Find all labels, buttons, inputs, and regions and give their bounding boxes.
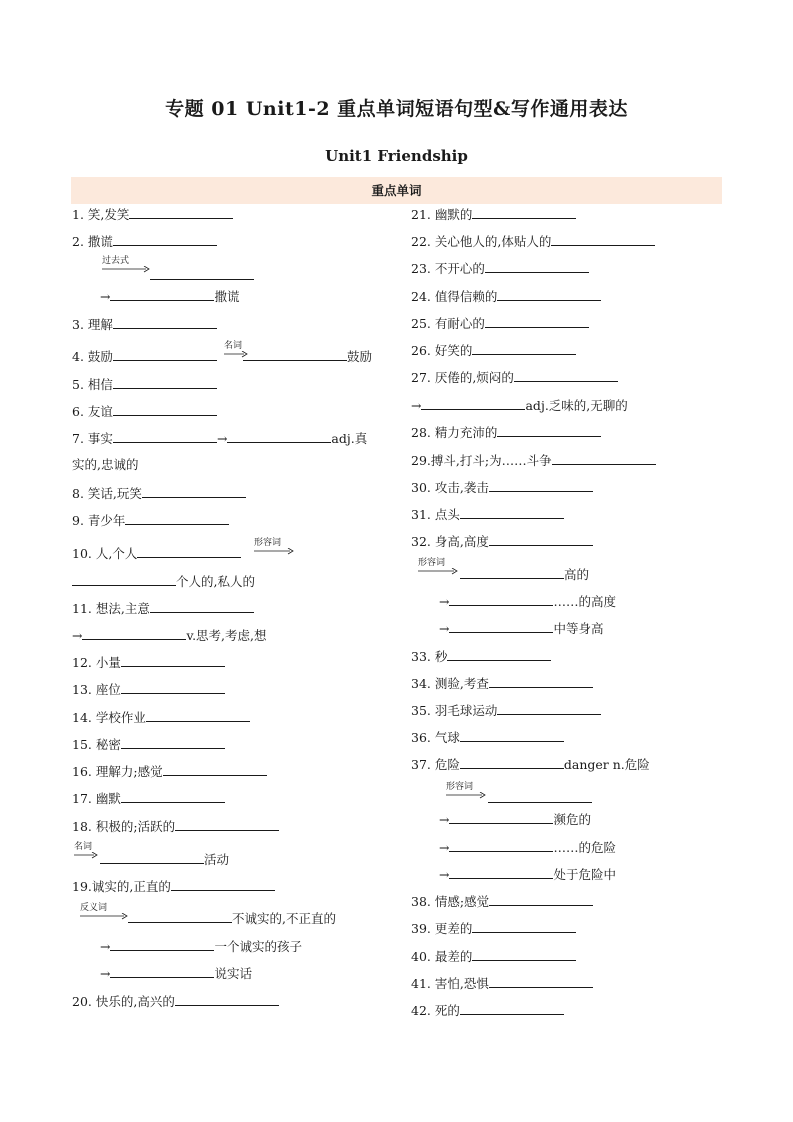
right-item-27-arrow: → adj.乏味的,无聊的 (411, 398, 628, 413)
left-item-12: 12. 小量 (72, 653, 225, 671)
left-item-18: 18. 积极的;活跃的 (72, 817, 279, 835)
answer-blank[interactable] (82, 626, 186, 640)
right-item-37-arrow-3: → 处于危险中 (439, 867, 616, 882)
answer-blank[interactable] (175, 992, 279, 1006)
answer-blank[interactable] (100, 850, 204, 864)
answer-blank[interactable] (460, 728, 564, 742)
right-item-27: 27. 厌倦的,烦闷的 (411, 368, 618, 386)
right-item-33: 33. 秒 (411, 647, 551, 665)
answer-blank[interactable] (485, 314, 589, 328)
left-item-2-arrow: → 撒谎 (100, 289, 240, 304)
answer-blank[interactable] (514, 368, 618, 382)
left-item-17: 17. 幽默 (72, 789, 225, 807)
answer-blank[interactable] (489, 974, 593, 988)
right-item-31: 31. 点头 (411, 505, 564, 523)
answer-blank[interactable] (113, 429, 217, 443)
answer-blank[interactable] (113, 375, 217, 389)
left-item-6: 6. 友谊 (72, 402, 217, 420)
left-item-11-arrow: → v.思考,考虑,想 (72, 628, 267, 643)
tag-noun: 名词 (74, 842, 98, 852)
right-item-37: 37. 危险 danger n.危险 (411, 757, 650, 772)
right-item-40: 40. 最差的 (411, 947, 576, 965)
answer-blank[interactable] (113, 402, 217, 416)
answer-blank[interactable] (488, 789, 592, 803)
answer-blank[interactable] (125, 511, 229, 525)
answer-blank[interactable] (137, 544, 241, 558)
unit-title: Unit1 Friendship (325, 147, 468, 165)
right-item-35: 35. 羽毛球运动 (411, 701, 601, 719)
answer-blank[interactable] (472, 205, 576, 219)
right-item-34: 34. 测验,考查 (411, 674, 593, 692)
left-item-4: 4. 鼓励 鼓励 (72, 349, 372, 364)
right-item-39: 39. 更差的 (411, 919, 576, 937)
answer-blank[interactable] (163, 762, 267, 776)
right-item-32-arrow-1: → ……的高度 (439, 594, 616, 609)
answer-blank[interactable] (497, 287, 601, 301)
left-item-19-antonym: 不诚实的,不正直的 (128, 909, 336, 927)
left-item-1: 1. 笑,发笑 (72, 205, 233, 223)
answer-blank[interactable] (110, 287, 214, 301)
section-header: 重点单词 (71, 177, 722, 204)
page-title: 专题 01 Unit1-2 重点单词短语句型&写作通用表达 (165, 98, 628, 120)
answer-blank[interactable] (489, 674, 593, 688)
right-item-22: 22. 关心他人的,体贴人的 (411, 232, 655, 250)
answer-blank[interactable] (171, 877, 275, 891)
right-item-32: 32. 身高,高度 (411, 532, 593, 550)
left-item-5: 5. 相信 (72, 375, 217, 393)
answer-blank[interactable] (485, 259, 589, 273)
answer-blank[interactable] (497, 701, 601, 715)
right-item-30: 30. 攻击,袭击 (411, 478, 593, 496)
tag-adjective: 形容词 (446, 782, 486, 792)
answer-blank[interactable] (150, 266, 254, 280)
answer-blank[interactable] (449, 810, 553, 824)
right-item-42: 42. 死的 (411, 1001, 564, 1019)
right-item-24: 24. 值得信赖的 (411, 287, 601, 305)
answer-blank[interactable] (146, 708, 250, 722)
answer-blank[interactable] (449, 592, 553, 606)
answer-blank[interactable] (497, 423, 601, 437)
left-item-19-arrow-1: → 一个诚实的孩子 (100, 939, 302, 954)
answer-blank[interactable] (472, 341, 576, 355)
answer-blank[interactable] (113, 315, 217, 329)
left-item-19: 19.诚实的,正直的 (72, 877, 275, 895)
right-item-38: 38. 情感;感觉 (411, 892, 593, 910)
left-item-13: 13. 座位 (72, 680, 225, 698)
answer-blank[interactable] (460, 505, 564, 519)
left-item-19-arrow-2: → 说实话 (100, 966, 252, 981)
answer-blank[interactable] (449, 619, 553, 633)
answer-blank[interactable] (460, 565, 564, 579)
tag-adjective: 形容词 (418, 558, 458, 568)
right-item-29: 29.搏斗,打斗;为……斗争 (411, 451, 656, 469)
answer-blank[interactable] (489, 892, 593, 906)
left-item-2: 2. 撒谎 (72, 232, 217, 250)
answer-blank[interactable] (72, 572, 176, 586)
right-item-32-adj: 高的 (460, 565, 589, 583)
right-item-37-adj (488, 789, 592, 807)
right-item-37-arrow-2: → ……的危险 (439, 840, 616, 855)
answer-blank[interactable] (552, 451, 656, 465)
answer-blank[interactable] (243, 347, 347, 361)
answer-blank[interactable] (113, 232, 217, 246)
right-item-25: 25. 有耐心的 (411, 314, 589, 332)
answer-blank[interactable] (128, 909, 232, 923)
answer-blank[interactable] (121, 653, 225, 667)
left-item-14: 14. 学校作业 (72, 708, 250, 726)
left-item-15: 15. 秘密 (72, 735, 225, 753)
left-item-8: 8. 笑话,玩笑 (72, 484, 246, 502)
answer-blank[interactable] (227, 429, 331, 443)
answer-blank[interactable] (142, 484, 246, 498)
left-item-11: 11. 想法,主意 (72, 599, 254, 617)
answer-blank[interactable] (460, 755, 564, 769)
answer-blank[interactable] (175, 817, 279, 831)
left-item-2-past (150, 266, 254, 284)
right-item-32-arrow-2: → 中等身高 (439, 621, 604, 636)
tag-past-tense: 过去式 (102, 256, 150, 266)
right-item-21: 21. 幽默的 (411, 205, 576, 223)
left-item-7: 7. 事实 → adj.真 (72, 431, 368, 446)
left-item-18-noun: 活动 (100, 850, 229, 868)
answer-blank[interactable] (447, 647, 551, 661)
right-item-37-arrow-1: → 濒危的 (439, 812, 591, 827)
answer-blank[interactable] (449, 838, 553, 852)
answer-blank[interactable] (150, 599, 254, 613)
left-item-20: 20. 快乐的,高兴的 (72, 992, 279, 1010)
left-item-10-adj: 个人的,私人的 (72, 572, 255, 590)
right-item-36: 36. 气球 (411, 728, 564, 746)
right-item-41: 41. 害怕,恐惧 (411, 974, 593, 992)
answer-blank[interactable] (551, 232, 655, 246)
left-item-3: 3. 理解 (72, 315, 217, 333)
right-item-26: 26. 好笑的 (411, 341, 576, 359)
answer-blank[interactable] (460, 1001, 564, 1015)
answer-blank[interactable] (121, 789, 225, 803)
answer-blank[interactable] (110, 964, 214, 978)
right-item-23: 23. 不开心的 (411, 259, 589, 277)
answer-blank[interactable] (489, 478, 593, 492)
answer-blank[interactable] (121, 735, 225, 749)
answer-blank[interactable] (449, 865, 553, 879)
left-item-16: 16. 理解力;感觉 (72, 762, 267, 780)
answer-blank[interactable] (110, 937, 214, 951)
right-item-28: 28. 精力充沛的 (411, 423, 601, 441)
answer-blank[interactable] (421, 396, 525, 410)
tag-adjective: 形容词 (254, 538, 294, 548)
answer-blank[interactable] (489, 532, 593, 546)
left-item-10: 10. 人,个人 (72, 544, 241, 562)
answer-blank[interactable] (121, 680, 225, 694)
left-item-7-cont: 实的,忠诚的 (72, 457, 139, 472)
answer-blank[interactable] (113, 347, 217, 361)
answer-blank[interactable] (472, 919, 576, 933)
tag-antonym: 反义词 (80, 903, 128, 913)
left-item-9: 9. 青少年 (72, 511, 229, 529)
tag-noun: 名词 (224, 341, 248, 351)
answer-blank[interactable] (472, 947, 576, 961)
answer-blank[interactable] (129, 205, 233, 219)
